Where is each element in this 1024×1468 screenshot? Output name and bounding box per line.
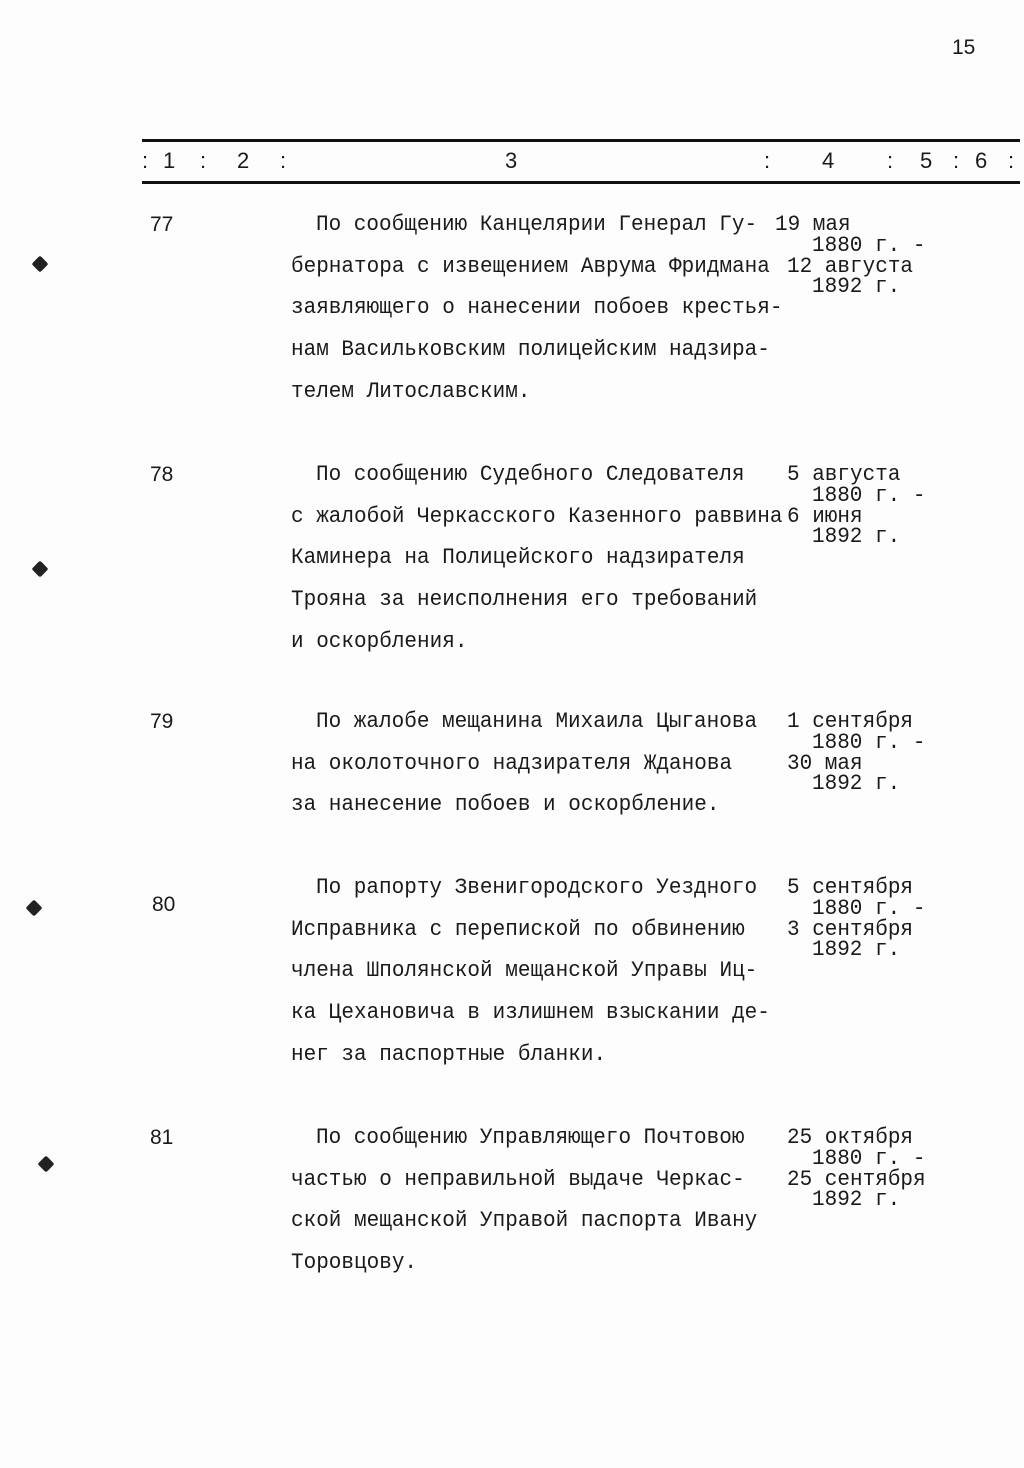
entry-description-line: частью о неправильной выдаче Черкас- [291, 1167, 745, 1192]
column-separator: : [142, 148, 149, 173]
entry-date-line: 1892 г. [812, 525, 901, 550]
column-header: 4 [822, 148, 835, 173]
entry-description-line: нам Васильковским полицейским надзира- [291, 338, 770, 363]
entry-description-line: телем Литославским. [291, 379, 531, 404]
entry-date-line: 1892 г. [812, 938, 901, 963]
column-separator: : [887, 148, 894, 173]
entry-description-line: нег за паспортные бланки. [291, 1042, 607, 1067]
entry-date-line: 1880 г. - [812, 233, 926, 258]
column-header: 3 [505, 148, 518, 173]
entry-description-line: По сообщению Управляющего Почтовою [316, 1126, 745, 1151]
column-separator: : [1008, 148, 1015, 173]
binding-hole-mark [26, 900, 43, 917]
page-number: 15 [952, 36, 976, 59]
entry-number: 77 [150, 213, 174, 236]
entry-number: 80 [152, 893, 176, 916]
entry-description-line: члена Шполянской мещанской Управы Иц- [291, 959, 758, 984]
binding-hole-mark [38, 1156, 55, 1173]
entry-description-line: с жалобой Черкасского Казенного раввина [291, 504, 783, 529]
entry-description-line: Торовцову. [291, 1251, 418, 1276]
entry-description-line: По сообщению Канцелярии Генерал Гу- [316, 213, 758, 238]
entry-number: 81 [150, 1126, 174, 1149]
entry-date-line: 1 сентября [787, 710, 914, 735]
entry-description-line: По сообщению Судебного Следователя [316, 463, 745, 488]
entry-description-line: на околоточного надзирателя Жданова [291, 751, 733, 776]
entry-description-line: ской мещанской Управой паспорта Ивану [291, 1209, 758, 1234]
entry-date-line: 3 сентября [787, 917, 914, 942]
entry-date-line: 1892 г. [812, 772, 901, 797]
entry-description-line: бернатора с извещением Аврума Фридмана [291, 254, 770, 279]
entry-date-line: 30 мая [787, 751, 863, 776]
column-separator: : [953, 148, 960, 173]
entry-date-line: 25 сентября [787, 1167, 926, 1192]
entry-description-line: По жалобе мещанина Михаила Цыганова [316, 710, 758, 735]
header-top-rule [142, 139, 1020, 142]
entry-date-line: 1880 г. - [812, 896, 926, 921]
entry-date-line: 12 августа [787, 254, 914, 279]
entry-date-line: 5 сентября [787, 876, 914, 901]
column-header: 6 [975, 148, 988, 173]
column-separator: : [280, 148, 287, 173]
entry-date-line: 25 октября [787, 1126, 914, 1151]
binding-hole-mark [32, 561, 49, 578]
entry-description-line: за нанесение побоев и оскорбление. [291, 793, 720, 818]
entry-date-line: 1880 г. - [812, 730, 926, 755]
entry-description-line: Каминера на Полицейского надзирателя [291, 546, 745, 571]
entry-date-line: 6 июня [787, 504, 863, 529]
entry-date-line: 19 мая [775, 213, 851, 238]
entry-description-line: заявляющего о нанесении побоев крестья- [291, 296, 783, 321]
entry-description-line: Трояна за неисполнения его требований [291, 588, 758, 613]
header-bottom-rule [142, 181, 1020, 184]
entry-date-line: 1892 г. [812, 1188, 901, 1213]
column-header: 1 [163, 148, 176, 173]
entry-date-line: 1880 г. - [812, 483, 926, 508]
entry-number: 78 [150, 463, 174, 486]
column-header: 5 [920, 148, 933, 173]
column-separator: : [764, 148, 771, 173]
column-separator: : [200, 148, 207, 173]
entry-number: 79 [150, 710, 174, 733]
entry-description-line: и оскорбления. [291, 629, 468, 654]
entry-description-line: Исправника с перепиской по обвинению [291, 917, 745, 942]
entry-date-line: 1880 г. - [812, 1146, 926, 1171]
entry-date-line: 5 августа [787, 463, 901, 488]
entry-description-line: ка Цехановича в излишнем взыскании де- [291, 1001, 770, 1026]
binding-hole-mark [32, 256, 49, 273]
column-header: 2 [237, 148, 250, 173]
entry-description-line: По рапорту Звенигородского Уездного [316, 876, 758, 901]
entry-date-line: 1892 г. [812, 275, 901, 300]
